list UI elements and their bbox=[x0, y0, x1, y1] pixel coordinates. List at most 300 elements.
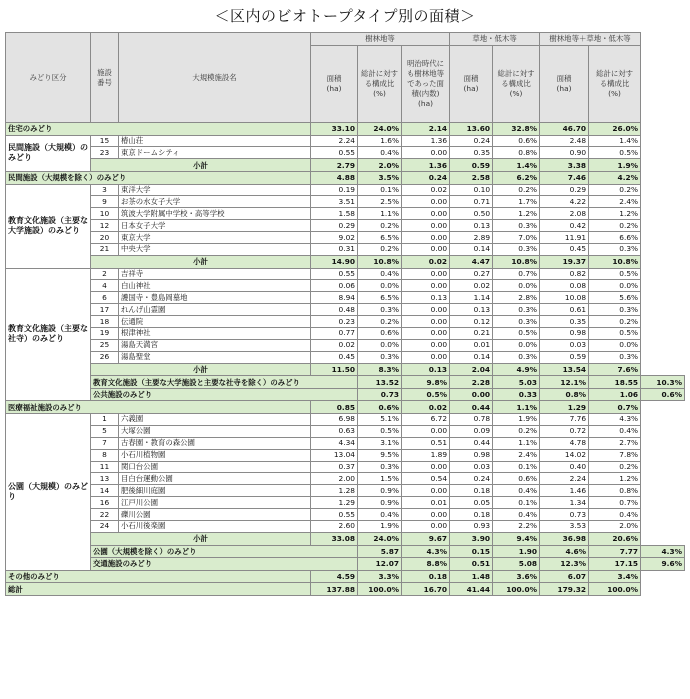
table-row bbox=[6, 414, 685, 426]
kusachi-ratio-cell: 2.2% bbox=[493, 521, 540, 533]
kusachi-area-cell: 0.71 bbox=[450, 196, 493, 208]
jurin-ratio-cell: 10.8% bbox=[358, 255, 402, 268]
kusachi-ratio-cell: 0.3% bbox=[493, 316, 540, 328]
total-area-cell: 0.40 bbox=[540, 461, 589, 473]
kusachi-ratio-cell: 2.4% bbox=[493, 449, 540, 461]
total-ratio-cell: 0.4% bbox=[589, 425, 641, 437]
total-area-cell: 18.55 bbox=[589, 376, 641, 389]
kusachi-area-cell: 5.03 bbox=[493, 376, 540, 389]
header-menseki: 面積 (ha) bbox=[311, 46, 358, 123]
jurin-area-cell: 0.29 bbox=[311, 220, 358, 232]
jurin-ratio-cell: 0.5% bbox=[402, 388, 450, 401]
total-ratio-cell: 20.6% bbox=[589, 532, 641, 545]
total-area-cell: 7.76 bbox=[540, 414, 589, 426]
meiji-area-cell: 0.01 bbox=[402, 497, 450, 509]
meiji-area-cell: 0.00 bbox=[402, 244, 450, 256]
jurin-ratio-cell: 8.3% bbox=[358, 363, 402, 376]
jurin-area-cell: 0.73 bbox=[358, 388, 402, 401]
total-ratio-cell: 3.4% bbox=[589, 570, 641, 583]
kusachi-area-cell: 0.02 bbox=[450, 280, 493, 292]
kusachi-area-cell: 0.13 bbox=[450, 304, 493, 316]
facility-name: 大塚公園 bbox=[119, 425, 311, 437]
facility-name: お茶の水女子大学 bbox=[119, 196, 311, 208]
facility-number: 7 bbox=[91, 437, 119, 449]
kusachi-ratio-cell: 0.7% bbox=[493, 268, 540, 280]
meiji-area-cell: 0.00 bbox=[450, 388, 493, 401]
subtotal-label: 小計 bbox=[91, 532, 311, 545]
total-ratio-cell: 4.2% bbox=[589, 171, 641, 184]
total-ratio-cell: 0.2% bbox=[589, 184, 641, 196]
kusachi-ratio-cell: 0.1% bbox=[493, 497, 540, 509]
jurin-area-cell: 137.88 bbox=[311, 583, 358, 596]
header-ratio: 総計に対す る構成比 (%) bbox=[589, 46, 641, 123]
total-area-cell: 36.98 bbox=[540, 532, 589, 545]
jurin-area-cell: 33.08 bbox=[311, 532, 358, 545]
meiji-area-cell: 16.70 bbox=[402, 583, 450, 596]
kusachi-ratio-cell: 3.6% bbox=[493, 570, 540, 583]
facility-number: 6 bbox=[91, 292, 119, 304]
category-row bbox=[6, 376, 685, 389]
kusachi-ratio-cell: 0.2% bbox=[493, 184, 540, 196]
jurin-ratio-cell: 0.9% bbox=[358, 485, 402, 497]
total-ratio-cell: 0.2% bbox=[589, 316, 641, 328]
total-area-cell: 7.46 bbox=[540, 171, 589, 184]
facility-number: 8 bbox=[91, 449, 119, 461]
meiji-area-cell: 0.54 bbox=[402, 473, 450, 485]
meiji-area-cell: 0.00 bbox=[402, 304, 450, 316]
kusachi-area-cell: 0.01 bbox=[450, 339, 493, 351]
total-ratio-cell: 7.6% bbox=[589, 363, 641, 376]
jurin-ratio-cell: 1.6% bbox=[358, 135, 402, 147]
header-group-total: 樹林地等＋草地・低木等 bbox=[540, 33, 641, 46]
jurin-area-cell: 2.00 bbox=[311, 473, 358, 485]
total-ratio-cell: 2.7% bbox=[589, 437, 641, 449]
meiji-area-cell: 1.36 bbox=[402, 135, 450, 147]
total-ratio-cell: 10.3% bbox=[641, 376, 685, 389]
total-ratio-cell: 26.0% bbox=[589, 123, 641, 136]
jurin-ratio-cell: 1.9% bbox=[358, 521, 402, 533]
facility-name: 中央大学 bbox=[119, 244, 311, 256]
category-row bbox=[6, 570, 685, 583]
jurin-area-cell: 9.02 bbox=[311, 232, 358, 244]
jurin-area-cell: 0.55 bbox=[311, 147, 358, 159]
jurin-area-cell: 1.58 bbox=[311, 208, 358, 220]
header-meiji: 明治時代に も樹林地等 であった面 積(内数) (ha) bbox=[402, 46, 450, 123]
facility-number: 11 bbox=[91, 461, 119, 473]
meiji-area-cell: 0.00 bbox=[402, 509, 450, 521]
table-row bbox=[6, 509, 685, 521]
total-ratio-cell: 1.4% bbox=[589, 135, 641, 147]
kusachi-area-cell: 0.27 bbox=[450, 268, 493, 280]
jurin-area-cell: 0.85 bbox=[311, 401, 358, 414]
jurin-area-cell: 14.90 bbox=[311, 255, 358, 268]
category-label: 公共施設のみどり bbox=[91, 388, 358, 401]
jurin-ratio-cell: 0.6% bbox=[358, 327, 402, 339]
kusachi-area-cell: 1.90 bbox=[493, 545, 540, 558]
facility-number: 15 bbox=[91, 135, 119, 147]
meiji-area-cell: 0.02 bbox=[402, 401, 450, 414]
total-ratio-cell: 0.3% bbox=[589, 351, 641, 363]
jurin-area-cell: 33.10 bbox=[311, 123, 358, 136]
total-ratio-cell: 100.0% bbox=[589, 583, 641, 596]
total-area-cell: 0.29 bbox=[540, 184, 589, 196]
kusachi-ratio-cell: 0.4% bbox=[493, 509, 540, 521]
facility-name: 東京ドームシティ bbox=[119, 147, 311, 159]
kusachi-area-cell: 0.24 bbox=[450, 473, 493, 485]
meiji-area-cell: 0.02 bbox=[402, 184, 450, 196]
table-row bbox=[6, 485, 685, 497]
facility-number: 20 bbox=[91, 232, 119, 244]
category-row bbox=[6, 171, 685, 184]
facility-name: 六義園 bbox=[119, 414, 311, 426]
category-row bbox=[6, 388, 685, 401]
kusachi-ratio-cell: 0.3% bbox=[493, 244, 540, 256]
kusachi-area-cell: 0.18 bbox=[450, 485, 493, 497]
jurin-ratio-cell: 0.5% bbox=[358, 425, 402, 437]
kusachi-area-cell: 0.44 bbox=[450, 437, 493, 449]
total-area-cell: 0.98 bbox=[540, 327, 589, 339]
jurin-ratio-cell: 0.6% bbox=[358, 401, 402, 414]
jurin-ratio-cell: 0.1% bbox=[358, 184, 402, 196]
jurin-ratio-cell: 8.8% bbox=[402, 558, 450, 571]
category-row bbox=[6, 558, 685, 571]
meiji-area-cell: 0.24 bbox=[402, 171, 450, 184]
kusachi-ratio-cell: 0.8% bbox=[493, 147, 540, 159]
category-label: 教育文化施設（主要な大学施設と主要な社寺を除く）のみどり bbox=[91, 376, 358, 389]
total-area-cell: 19.37 bbox=[540, 255, 589, 268]
total-ratio-cell: 0.8% bbox=[589, 485, 641, 497]
kusachi-ratio-cell: 1.4% bbox=[493, 159, 540, 172]
jurin-area-cell: 2.24 bbox=[311, 135, 358, 147]
total-ratio-cell: 0.7% bbox=[589, 401, 641, 414]
facility-number: 9 bbox=[91, 196, 119, 208]
kusachi-ratio-cell: 0.6% bbox=[493, 135, 540, 147]
meiji-area-cell: 2.28 bbox=[450, 376, 493, 389]
meiji-area-cell: 0.15 bbox=[450, 545, 493, 558]
total-ratio-cell: 1.2% bbox=[589, 208, 641, 220]
kusachi-ratio-cell: 1.1% bbox=[493, 437, 540, 449]
jurin-ratio-cell: 4.3% bbox=[402, 545, 450, 558]
kusachi-ratio-cell: 2.8% bbox=[493, 292, 540, 304]
facility-number: 23 bbox=[91, 147, 119, 159]
total-area-cell: 7.77 bbox=[589, 545, 641, 558]
meiji-area-cell: 0.00 bbox=[402, 351, 450, 363]
jurin-area-cell: 0.06 bbox=[311, 280, 358, 292]
kusachi-ratio-cell: 10.8% bbox=[493, 255, 540, 268]
jurin-area-cell: 0.55 bbox=[311, 268, 358, 280]
table-row bbox=[6, 244, 685, 256]
total-area-cell: 4.22 bbox=[540, 196, 589, 208]
meiji-area-cell: 0.00 bbox=[402, 521, 450, 533]
facility-name: 古春園・教育の森公園 bbox=[119, 437, 311, 449]
jurin-area-cell: 3.51 bbox=[311, 196, 358, 208]
jurin-area-cell: 13.04 bbox=[311, 449, 358, 461]
kusachi-area-cell: 0.14 bbox=[450, 244, 493, 256]
total-area-cell: 0.59 bbox=[540, 351, 589, 363]
facility-name: 目白台運動公園 bbox=[119, 473, 311, 485]
jurin-ratio-cell: 6.5% bbox=[358, 232, 402, 244]
subtotal-row bbox=[6, 255, 685, 268]
facility-name: 湯島聖堂 bbox=[119, 351, 311, 363]
jurin-area-cell: 12.07 bbox=[358, 558, 402, 571]
total-area-cell: 13.54 bbox=[540, 363, 589, 376]
meiji-area-cell: 0.00 bbox=[402, 232, 450, 244]
facility-number: 12 bbox=[91, 220, 119, 232]
header-midori-kubun: みどり区分 bbox=[6, 33, 91, 123]
subtotal-label: 小計 bbox=[91, 363, 311, 376]
kusachi-area-cell: 0.05 bbox=[450, 497, 493, 509]
total-area-cell: 0.45 bbox=[540, 244, 589, 256]
total-area-cell: 0.03 bbox=[540, 339, 589, 351]
jurin-area-cell: 0.45 bbox=[311, 351, 358, 363]
jurin-area-cell: 2.79 bbox=[311, 159, 358, 172]
table-row bbox=[6, 339, 685, 351]
jurin-area-cell: 11.50 bbox=[311, 363, 358, 376]
total-ratio-cell: 0.3% bbox=[589, 244, 641, 256]
table-row bbox=[6, 280, 685, 292]
facility-number: 21 bbox=[91, 244, 119, 256]
kusachi-area-cell: 0.09 bbox=[450, 425, 493, 437]
kusachi-ratio-cell: 0.1% bbox=[493, 461, 540, 473]
kusachi-ratio-cell: 0.8% bbox=[540, 388, 589, 401]
kusachi-ratio-cell: 12.3% bbox=[540, 558, 589, 571]
facility-number: 4 bbox=[91, 280, 119, 292]
total-ratio-cell: 5.6% bbox=[589, 292, 641, 304]
total-area-cell: 0.35 bbox=[540, 316, 589, 328]
table-row bbox=[6, 449, 685, 461]
total-area-cell: 179.32 bbox=[540, 583, 589, 596]
category-label: 交通施設のみどり bbox=[91, 558, 358, 571]
total-area-cell: 0.42 bbox=[540, 220, 589, 232]
jurin-ratio-cell: 5.1% bbox=[358, 414, 402, 426]
jurin-ratio-cell: 0.2% bbox=[358, 244, 402, 256]
jurin-area-cell: 0.37 bbox=[311, 461, 358, 473]
jurin-area-cell: 13.52 bbox=[358, 376, 402, 389]
category-label: 公園（大規模）のみどり bbox=[6, 414, 91, 571]
kusachi-ratio-cell: 7.0% bbox=[493, 232, 540, 244]
jurin-ratio-cell: 9.8% bbox=[402, 376, 450, 389]
facility-number: 25 bbox=[91, 339, 119, 351]
table-row bbox=[6, 425, 685, 437]
facility-number: 17 bbox=[91, 304, 119, 316]
total-area-cell: 11.91 bbox=[540, 232, 589, 244]
facility-name: 護国寺・豊島岡墓地 bbox=[119, 292, 311, 304]
kusachi-area-cell: 1.48 bbox=[450, 570, 493, 583]
category-label: 公園（大規模を除く）のみどり bbox=[91, 545, 358, 558]
kusachi-ratio-cell: 0.6% bbox=[493, 473, 540, 485]
meiji-area-cell: 1.36 bbox=[402, 159, 450, 172]
table-row bbox=[6, 316, 685, 328]
jurin-area-cell: 4.88 bbox=[311, 171, 358, 184]
jurin-ratio-cell: 2.5% bbox=[358, 196, 402, 208]
facility-number: 24 bbox=[91, 521, 119, 533]
header-ratio: 総計に対す る構成比 (%) bbox=[358, 46, 402, 123]
total-ratio-cell: 0.2% bbox=[589, 461, 641, 473]
table-row bbox=[6, 184, 685, 196]
table-row bbox=[6, 473, 685, 485]
total-ratio-cell: 1.9% bbox=[589, 159, 641, 172]
table-row bbox=[6, 497, 685, 509]
facility-number: 16 bbox=[91, 497, 119, 509]
kusachi-area-cell: 0.98 bbox=[450, 449, 493, 461]
total-area-cell: 17.15 bbox=[589, 558, 641, 571]
total-area-cell: 1.06 bbox=[589, 388, 641, 401]
table-row bbox=[6, 304, 685, 316]
total-area-cell: 0.82 bbox=[540, 268, 589, 280]
total-ratio-cell: 9.6% bbox=[641, 558, 685, 571]
meiji-area-cell: 0.51 bbox=[402, 437, 450, 449]
facility-name: 椿山荘 bbox=[119, 135, 311, 147]
total-area-cell: 1.34 bbox=[540, 497, 589, 509]
kusachi-area-cell: 5.08 bbox=[493, 558, 540, 571]
jurin-area-cell: 4.59 bbox=[311, 570, 358, 583]
meiji-area-cell: 0.00 bbox=[402, 461, 450, 473]
total-area-cell: 0.72 bbox=[540, 425, 589, 437]
total-ratio-cell: 0.3% bbox=[589, 304, 641, 316]
facility-name: れんげ山霊園 bbox=[119, 304, 311, 316]
total-ratio-cell: 0.0% bbox=[589, 339, 641, 351]
category-label: 総計 bbox=[6, 583, 311, 596]
table-row bbox=[6, 196, 685, 208]
kusachi-area-cell: 4.47 bbox=[450, 255, 493, 268]
kusachi-area-cell: 0.13 bbox=[450, 220, 493, 232]
header-daikibo-name: 大規模施設名 bbox=[119, 33, 311, 123]
total-ratio-cell: 0.0% bbox=[589, 280, 641, 292]
facility-name: 湯島天満宮 bbox=[119, 339, 311, 351]
table-row bbox=[6, 521, 685, 533]
jurin-area-cell: 0.19 bbox=[311, 184, 358, 196]
kusachi-ratio-cell: 4.6% bbox=[540, 545, 589, 558]
total-ratio-cell: 6.6% bbox=[589, 232, 641, 244]
subtotal-label: 小計 bbox=[91, 159, 311, 172]
kusachi-ratio-cell: 0.3% bbox=[493, 351, 540, 363]
kusachi-ratio-cell: 0.0% bbox=[493, 280, 540, 292]
total-ratio-cell: 0.2% bbox=[589, 220, 641, 232]
jurin-ratio-cell: 0.4% bbox=[358, 509, 402, 521]
kusachi-ratio-cell: 9.4% bbox=[493, 532, 540, 545]
jurin-ratio-cell: 0.2% bbox=[358, 220, 402, 232]
jurin-ratio-cell: 24.0% bbox=[358, 123, 402, 136]
category-label: 教育文化施設（主要な大学施設）のみどり bbox=[6, 184, 91, 268]
facility-name: 肥後細川庭園 bbox=[119, 485, 311, 497]
kusachi-area-cell: 2.04 bbox=[450, 363, 493, 376]
jurin-area-cell: 0.23 bbox=[311, 316, 358, 328]
facility-name: 筑波大学附属中学校・高等学校 bbox=[119, 208, 311, 220]
facility-name: 礫川公園 bbox=[119, 509, 311, 521]
total-ratio-cell: 2.4% bbox=[589, 196, 641, 208]
meiji-area-cell: 0.00 bbox=[402, 425, 450, 437]
kusachi-area-cell: 0.33 bbox=[493, 388, 540, 401]
total-area-cell: 0.90 bbox=[540, 147, 589, 159]
total-ratio-cell: 4.3% bbox=[589, 414, 641, 426]
jurin-ratio-cell: 3.5% bbox=[358, 171, 402, 184]
jurin-area-cell: 0.77 bbox=[311, 327, 358, 339]
facility-name: 小石川後楽園 bbox=[119, 521, 311, 533]
header-group-jurin: 樹林地等 bbox=[311, 33, 450, 46]
kusachi-area-cell: 0.10 bbox=[450, 184, 493, 196]
table-row bbox=[6, 208, 685, 220]
kusachi-ratio-cell: 0.3% bbox=[493, 304, 540, 316]
kusachi-ratio-cell: 12.1% bbox=[540, 376, 589, 389]
total-ratio-cell: 0.6% bbox=[641, 388, 685, 401]
kusachi-ratio-cell: 0.4% bbox=[493, 485, 540, 497]
kusachi-area-cell: 3.90 bbox=[450, 532, 493, 545]
total-area-cell: 0.61 bbox=[540, 304, 589, 316]
kusachi-ratio-cell: 100.0% bbox=[493, 583, 540, 596]
header-ratio: 総計に対す る構成比 (%) bbox=[493, 46, 540, 123]
category-row bbox=[6, 545, 685, 558]
header-group-kusachi: 草地・低木等 bbox=[450, 33, 540, 46]
subtotal-row bbox=[6, 363, 685, 376]
category-label: 民間施設（大規模を除く）のみどり bbox=[6, 171, 311, 184]
jurin-ratio-cell: 3.3% bbox=[358, 570, 402, 583]
kusachi-area-cell: 0.50 bbox=[450, 208, 493, 220]
kusachi-area-cell: 41.44 bbox=[450, 583, 493, 596]
jurin-area-cell: 0.63 bbox=[311, 425, 358, 437]
kusachi-ratio-cell: 1.7% bbox=[493, 196, 540, 208]
category-row bbox=[6, 401, 685, 414]
total-area-cell: 3.53 bbox=[540, 521, 589, 533]
facility-number: 19 bbox=[91, 327, 119, 339]
header-menseki: 面積 (ha) bbox=[540, 46, 589, 123]
total-ratio-cell: 0.4% bbox=[589, 509, 641, 521]
meiji-area-cell: 0.00 bbox=[402, 327, 450, 339]
jurin-ratio-cell: 1.1% bbox=[358, 208, 402, 220]
category-label: 民間施設（大規模）のみどり bbox=[6, 135, 91, 171]
jurin-ratio-cell: 0.3% bbox=[358, 351, 402, 363]
category-label: 医療福祉施設のみどり bbox=[6, 401, 311, 414]
facility-name: 東洋大学 bbox=[119, 184, 311, 196]
jurin-area-cell: 0.55 bbox=[311, 509, 358, 521]
kusachi-ratio-cell: 4.9% bbox=[493, 363, 540, 376]
meiji-area-cell: 0.00 bbox=[402, 339, 450, 351]
jurin-ratio-cell: 3.1% bbox=[358, 437, 402, 449]
kusachi-ratio-cell: 32.8% bbox=[493, 123, 540, 136]
kusachi-area-cell: 2.89 bbox=[450, 232, 493, 244]
jurin-ratio-cell: 0.9% bbox=[358, 497, 402, 509]
total-ratio-cell: 2.0% bbox=[589, 521, 641, 533]
meiji-area-cell: 1.89 bbox=[402, 449, 450, 461]
meiji-area-cell: 0.00 bbox=[402, 485, 450, 497]
kusachi-area-cell: 0.12 bbox=[450, 316, 493, 328]
facility-name: 伝通院 bbox=[119, 316, 311, 328]
meiji-area-cell: 0.00 bbox=[402, 196, 450, 208]
jurin-ratio-cell: 0.4% bbox=[358, 147, 402, 159]
total-ratio-cell: 7.8% bbox=[589, 449, 641, 461]
kusachi-area-cell: 0.24 bbox=[450, 135, 493, 147]
facility-number: 10 bbox=[91, 208, 119, 220]
total-ratio-cell: 0.5% bbox=[589, 268, 641, 280]
facility-number: 2 bbox=[91, 268, 119, 280]
kusachi-ratio-cell: 6.2% bbox=[493, 171, 540, 184]
facility-number: 26 bbox=[91, 351, 119, 363]
kusachi-area-cell: 0.44 bbox=[450, 401, 493, 414]
meiji-area-cell: 9.67 bbox=[402, 532, 450, 545]
kusachi-area-cell: 13.60 bbox=[450, 123, 493, 136]
table-header bbox=[6, 33, 685, 123]
table-row bbox=[6, 268, 685, 280]
meiji-area-cell: 0.13 bbox=[402, 292, 450, 304]
jurin-ratio-cell: 9.5% bbox=[358, 449, 402, 461]
kusachi-area-cell: 0.59 bbox=[450, 159, 493, 172]
total-area-cell: 0.73 bbox=[540, 509, 589, 521]
facility-number: 14 bbox=[91, 485, 119, 497]
total-area-cell: 2.48 bbox=[540, 135, 589, 147]
subtotal-row bbox=[6, 159, 685, 172]
jurin-area-cell: 0.31 bbox=[311, 244, 358, 256]
total-ratio-cell: 1.2% bbox=[589, 473, 641, 485]
jurin-area-cell: 0.48 bbox=[311, 304, 358, 316]
